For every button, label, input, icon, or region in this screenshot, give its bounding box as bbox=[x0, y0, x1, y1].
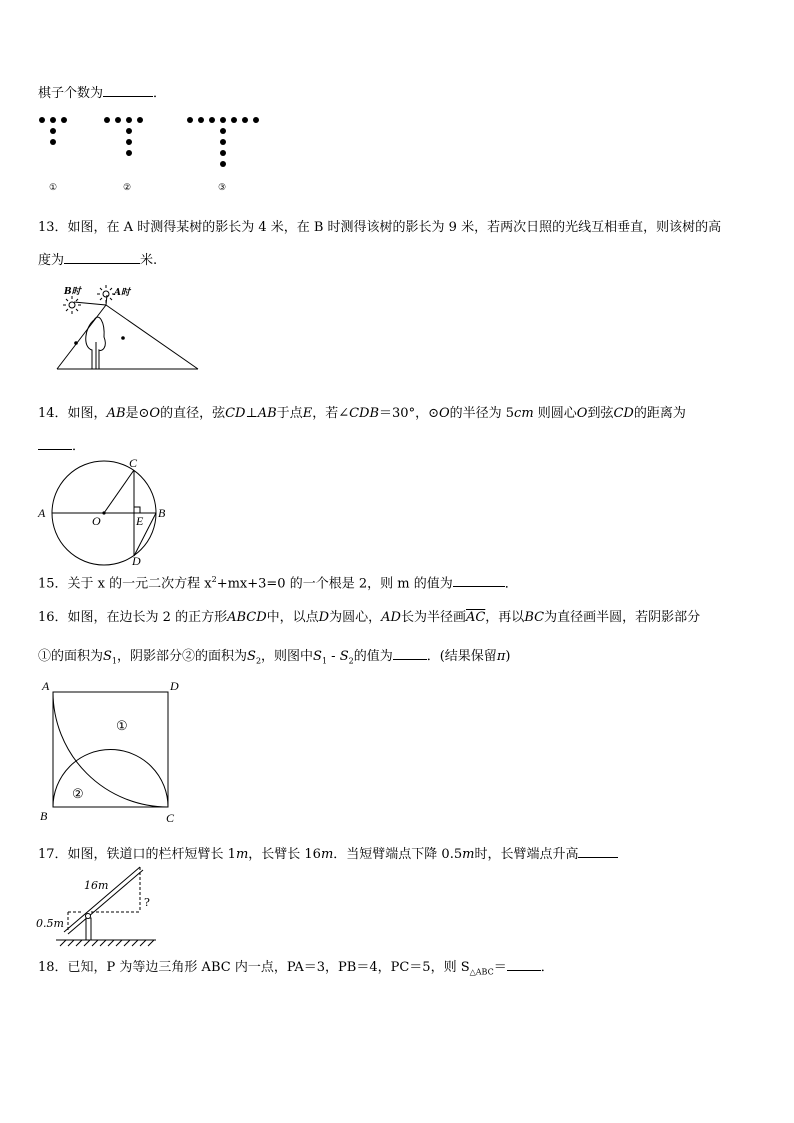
q16-figure bbox=[36, 678, 186, 826]
unknown-height-label: ? bbox=[144, 896, 150, 909]
label-a-time: A时 bbox=[114, 288, 130, 298]
pattern-label-3: ③ bbox=[218, 183, 227, 193]
pattern-label-1: ① bbox=[49, 183, 58, 193]
q17-line: 17．如图，铁道口的栏杆短臂长 1m，长臂长 16m．当短臂端点下降 0.5m时，长臂端点升高 bbox=[38, 845, 618, 863]
dot-pattern-1 bbox=[39, 117, 67, 145]
sun-icon-b bbox=[63, 296, 81, 314]
svg-text:E: E bbox=[136, 514, 144, 528]
q14-line1: 14．如图，AB是⊙O的直径，弦CD⊥AB于点E，若∠CDB＝30°，⊙O的半径为 5cm 则圆心O到弦CD的距离为 bbox=[38, 406, 686, 421]
long-arm-label: 16m bbox=[84, 879, 109, 892]
q16-answer-blank bbox=[393, 647, 427, 660]
post bbox=[86, 918, 91, 940]
svg-text:C: C bbox=[129, 456, 138, 470]
q14-line2: ． bbox=[38, 437, 85, 455]
q16-line2: ①的面积为$S_1$，阴影部分②的面积为$S_2$，则图中$S_1 - S_2$的值为 ．(结果保留π) bbox=[38, 649, 511, 666]
q13-figure bbox=[52, 282, 202, 374]
barrier-arm bbox=[64, 867, 140, 932]
svg-text:A: A bbox=[38, 506, 46, 520]
ray-a bbox=[106, 305, 198, 369]
svg-text:D: D bbox=[132, 554, 141, 568]
q15-answer-blank bbox=[453, 574, 505, 587]
region-2-label: ② bbox=[72, 787, 84, 802]
q18-line: 18．已知，P 为等边三角形 ABC 内一点，PA＝3，PB＝4，PC＝5，则 $S_{\triangle ABC}=$ ． bbox=[38, 960, 554, 977]
short-drop-label: 0.5m bbox=[36, 917, 64, 930]
q12-text: 棋子个数为 bbox=[38, 86, 104, 101]
q15-line: 15．关于 x 的一元二次方程 $x^2+mx+3=0$ 的一个根是 2，则 m 的值为 ． bbox=[38, 575, 518, 592]
region-1-label: ① bbox=[116, 719, 128, 734]
q13-line1: 13．如图，在 A 时测得某树的影长为 4 米，在 B 时测得该树的影长为 9 米，若两次日照的光线互相垂直，则该树的高 bbox=[38, 220, 722, 235]
q12-figure bbox=[34, 112, 274, 194]
q13-line2: 度为 米. bbox=[38, 253, 158, 268]
q12-answer-blank bbox=[103, 84, 153, 97]
segment-oc bbox=[104, 470, 134, 513]
sun-icon-a bbox=[97, 285, 115, 303]
q14-figure bbox=[34, 455, 174, 570]
right-angle-mark bbox=[134, 507, 140, 513]
dot-pattern-3 bbox=[187, 117, 259, 167]
svg-text:O: O bbox=[92, 514, 101, 528]
svg-text:D: D bbox=[170, 679, 179, 693]
q18-answer-blank bbox=[507, 958, 541, 971]
q17-answer-blank bbox=[578, 845, 618, 858]
q16-line1: 16．如图，在边长为 2 的正方形ABCD中，以点D为圆心，AD长为半径画$\overline{AC}$，再以BC为直径画半圆，若阴影部分 bbox=[38, 610, 701, 625]
svg-text:A: A bbox=[42, 679, 50, 693]
svg-text:C: C bbox=[166, 811, 175, 825]
q12-line: 棋子个数为 ． bbox=[38, 86, 167, 101]
q17-figure bbox=[36, 866, 166, 948]
label-b-time: B时 bbox=[64, 287, 81, 297]
q13-answer-blank bbox=[64, 251, 140, 264]
q14-answer-blank bbox=[38, 437, 72, 450]
semicircle-bc bbox=[53, 750, 168, 808]
svg-text:B: B bbox=[40, 809, 48, 823]
svg-text:B: B bbox=[158, 506, 166, 520]
dot-pattern-2 bbox=[104, 117, 143, 156]
pattern-label-2: ② bbox=[123, 183, 132, 193]
